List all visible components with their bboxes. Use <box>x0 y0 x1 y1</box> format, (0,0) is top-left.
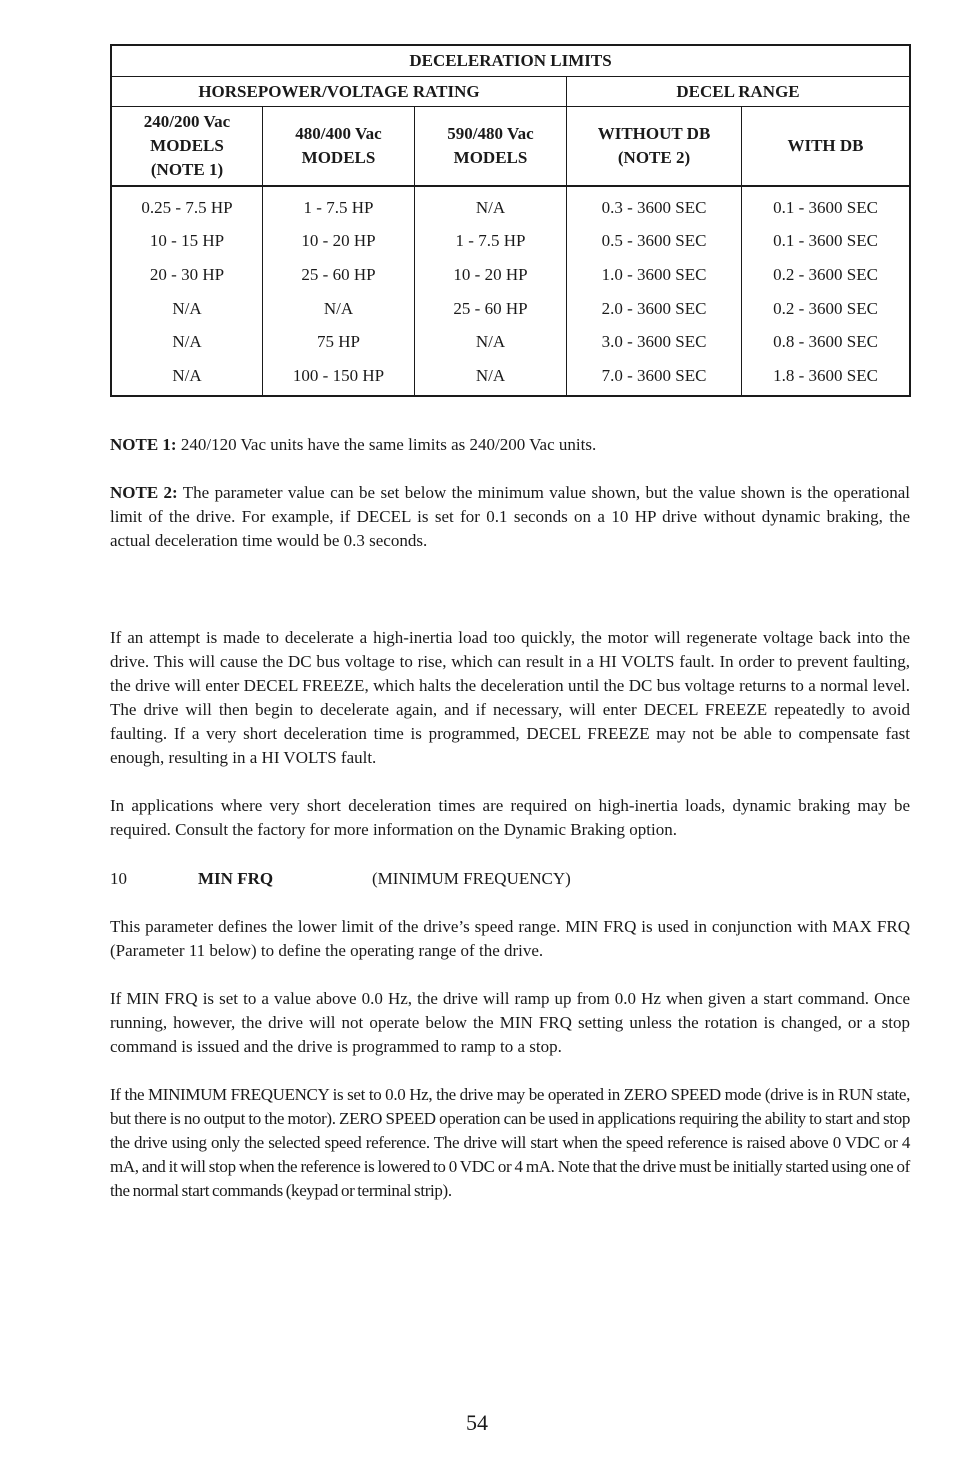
decel-freeze-paragraph: If an attempt is made to decelerate a high-inertia load too quickly, the motor will regenerate voltage back into the drive. This will cause the DC bus voltage to rise, which can result in a HI VOLTS fault. In order to prevent faulting, the drive will enter DECEL FREEZE, which halts the deceleration until the DC bus voltage returns to a normal level. The drive will then begin to decelerate again, and if necessary, will enter DECEL FREEZE repeatedly to avoid faulting. If a very short deceleration time is programmed, DECEL FREEZE may not be able to compensate fast enough, resulting in a HI VOLTS fault. <box>110 628 910 767</box>
table-cell: N/A <box>263 292 415 326</box>
table-cell: 3.0 - 3600 SEC <box>567 325 742 359</box>
table-cell: 0.2 - 3600 SEC <box>773 298 878 318</box>
table-cell: 2.0 - 3600 SEC <box>567 292 742 326</box>
col-with-db-header: WITH DB <box>742 107 911 187</box>
page-number: 54 <box>466 1410 488 1435</box>
table-cell: 1.8 - 3600 SEC <box>773 365 878 385</box>
note-1 <box>110 433 910 457</box>
table-cell: 20 - 30 HP <box>111 258 263 292</box>
table-cell: N/A <box>415 359 567 396</box>
col-without-db-header: WITHOUT DB (NOTE 2) <box>567 107 742 187</box>
table-row <box>111 186 910 225</box>
note-1-text: 240/120 Vac units have the same limits as 240/200 Vac units. <box>176 435 597 454</box>
horsepower-voltage-header: HORSEPOWER/VOLTAGE RATING <box>111 77 567 107</box>
table-cell: 100 - 150 HP <box>263 359 415 396</box>
table-row <box>111 258 910 292</box>
note-2-label: NOTE 2: <box>110 483 178 502</box>
parameter-name: MIN FRQ <box>198 869 274 888</box>
col-590-480-header: 590/480 Vac MODELS <box>415 107 567 187</box>
table-row <box>111 325 910 359</box>
note-2-text: The parameter value can be set below the minimum value shown, but the value shown is the operational limit of the drive. For example, if DECEL is set for 0.1 seconds on a 10 HP drive without dynamic braking, the actual deceleration time would be 0.3 seconds. <box>110 483 910 550</box>
min-frq-above-zero-paragraph: If MIN FRQ is set to a value above 0.0 Hz, the drive will ramp up from 0.0 Hz when given a start command. Once running, however, the drive will not operate below the MIN FRQ setting unless the rotation is changed, or a stop command is issued and the drive is programmed to ramp to a stop. <box>110 989 910 1056</box>
table-cell: 0.1 - 3600 SEC <box>773 231 878 251</box>
parameter-number: 10 <box>110 869 127 888</box>
parameter-description: (MINIMUM FREQUENCY) <box>372 869 571 888</box>
table-cell: 1 - 7.5 HP <box>415 225 567 259</box>
table-row <box>111 292 910 326</box>
table-cell: 10 - 20 HP <box>263 225 415 259</box>
table-cell: 25 - 60 HP <box>263 258 415 292</box>
note-1-label: NOTE 1: <box>110 435 177 454</box>
table-cell: 0.2 - 3600 SEC <box>773 264 878 284</box>
dynamic-braking-paragraph: In applications where very short deceleration times are required on high-inertia loads, dynamic braking may be required. Consult the factory for more information on the Dynamic Braking option. <box>110 796 910 839</box>
table-cell: N/A <box>111 325 263 359</box>
table-cell: 25 - 60 HP <box>415 292 567 326</box>
min-frq-definition-paragraph: This parameter defines the lower limit of the drive’s speed range. MIN FRQ is used in conjunction with MAX FRQ (Parameter 11 below) to define the operating range of the drive. <box>110 917 910 960</box>
table-cell: 10 - 20 HP <box>415 258 567 292</box>
table-row <box>111 225 910 259</box>
page-content <box>110 44 910 1200</box>
table-title: DECELERATION LIMITS <box>111 45 910 77</box>
decel-range-header: DECEL RANGE <box>567 77 911 107</box>
table-cell: 0.25 - 7.5 HP <box>111 186 263 225</box>
table-cell: 75 HP <box>263 325 415 359</box>
deceleration-limits-table <box>110 44 911 397</box>
note-2 <box>110 481 910 553</box>
table-cell: N/A <box>415 325 567 359</box>
table-cell: 1.0 - 3600 SEC <box>567 258 742 292</box>
table-cell: N/A <box>415 186 567 225</box>
table-cell: N/A <box>111 292 263 326</box>
table-cell: 10 - 15 HP <box>111 225 263 259</box>
table-cell: 0.1 - 3600 SEC <box>773 197 878 217</box>
col-240-200-header: 240/200 Vac MODELS (NOTE 1) <box>111 107 263 187</box>
table-row <box>111 359 910 396</box>
table-cell: 0.5 - 3600 SEC <box>567 225 742 259</box>
table-cell: 0.3 - 3600 SEC <box>567 186 742 225</box>
zero-speed-paragraph: If the MINIMUM FREQUENCY is set to 0.0 Hz, the drive may be operated in ZERO SPEED mode (drive is in RUN state, but there is no output to the motor). ZERO SPEED operation can be used in applications requiring the ability to start and stop the drive using only the selected speed reference. The drive will start when the speed reference is raised above 0 VDC or 4 mA, and it will stop when the reference is lowered to 0 VDC or 4 mA. Note that the drive must be initially started using one of the normal start commands (keypad or terminal strip). <box>110 1085 910 1200</box>
table-cell: N/A <box>111 359 263 396</box>
table-cell: 0.8 - 3600 SEC <box>773 332 878 352</box>
table-cell: 7.0 - 3600 SEC <box>567 359 742 396</box>
col-480-400-header: 480/400 Vac MODELS <box>263 107 415 187</box>
table-cell: 1 - 7.5 HP <box>263 186 415 225</box>
